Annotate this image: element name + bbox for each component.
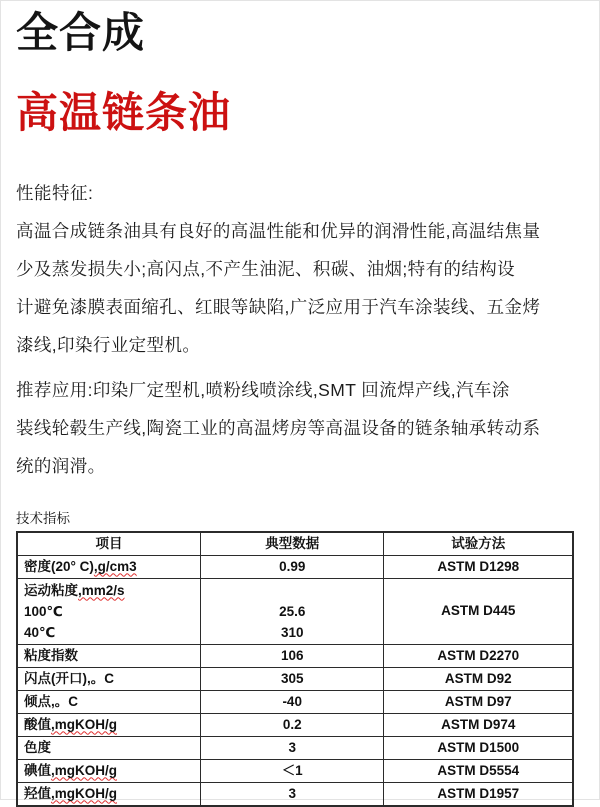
- cell-test-method: ASTM D97: [384, 690, 573, 713]
- cell-item: 倾点,。C: [17, 690, 200, 713]
- table-caption: 技术指标: [16, 510, 70, 526]
- spellcheck-flagged-text: ,mgKOH/g: [51, 785, 117, 801]
- cell-item: 色度: [17, 736, 200, 759]
- table-row: [17, 759, 573, 782]
- cell-test-method: ASTM D1500: [384, 736, 573, 759]
- text-line: 高温合成链条油具有良好的高温性能和优异的润滑性能,高温结焦量: [16, 220, 541, 241]
- performance-paragraph: [16, 212, 584, 364]
- spec-table-body: [17, 555, 573, 806]
- cell-typical-value: 3: [200, 736, 383, 759]
- cell-item: 羟值,mgKOH/g: [17, 782, 200, 806]
- text-line: 漆线,印染行业定型机。: [16, 334, 201, 355]
- cell-item: 酸值,mgKOH/g: [17, 713, 200, 736]
- table-row: [17, 667, 573, 690]
- cell-typical-value: 25.6 310: [200, 578, 383, 644]
- cell-typical-value: 305: [200, 667, 383, 690]
- cell-item: 闪点(开口),。C: [17, 667, 200, 690]
- spec-table: [16, 531, 574, 807]
- cell-test-method: ASTM D1298: [384, 555, 573, 578]
- spellcheck-flagged-text: ,mgKOH/g: [51, 762, 117, 778]
- spellcheck-flagged-text: ,mm2/s: [78, 582, 125, 598]
- text-line: 计避免漆膜表面缩孔、红眼等缺陷,广泛应用于汽车涂装线、五金烤: [16, 296, 541, 317]
- table-header-row: [17, 532, 573, 556]
- cell-typical-value: ＜1: [200, 759, 383, 782]
- text-line: 推荐应用:印染厂定型机,喷粉线喷涂线,SMT 回流焊产线,汽车涂: [16, 379, 510, 400]
- header-item: 项目: [17, 532, 200, 556]
- performance-heading: 性能特征:: [16, 182, 94, 203]
- cell-typical-value: 3: [200, 782, 383, 806]
- cell-typical-value: -40: [200, 690, 383, 713]
- table-row: [17, 736, 573, 759]
- table-row: [17, 578, 573, 644]
- header-test-method: 试验方法: [384, 532, 573, 556]
- table-row: [17, 782, 573, 806]
- text-line: 少及蒸发损失小;高闪点,不产生油泥、积碳、油烟;特有的结构设: [16, 258, 516, 279]
- spellcheck-flagged-text: ,g/cm3: [93, 558, 137, 574]
- table-row: [17, 555, 573, 578]
- table-row: [17, 713, 573, 736]
- cell-typical-value: 0.99: [200, 555, 383, 578]
- product-name-title: 高温链条油: [16, 89, 232, 137]
- cell-typical-value: 0.2: [200, 713, 383, 736]
- text-line: 统的润滑。: [16, 455, 106, 476]
- cell-test-method: ASTM D1957: [384, 782, 573, 806]
- cell-test-method: ASTM D445: [384, 578, 573, 644]
- cell-test-method: ASTM D2270: [384, 644, 573, 667]
- text-line: 装线轮毂生产线,陶瓷工业的高温烤房等高温设备的链条轴承转动系: [16, 417, 541, 438]
- cell-item: 密度(20° C),g/cm3: [17, 555, 200, 578]
- table-row: [17, 644, 573, 667]
- product-line-title: 全合成: [16, 9, 146, 56]
- cell-item: 碘值,mgKOH/g: [17, 759, 200, 782]
- cell-test-method: ASTM D5554: [384, 759, 573, 782]
- cell-typical-value: 106: [200, 644, 383, 667]
- spellcheck-flagged-text: ,mgKOH/g: [51, 716, 117, 732]
- header-typical-data: 典型数据: [200, 532, 383, 556]
- cell-test-method: ASTM D974: [384, 713, 573, 736]
- cell-item: 粘度指数: [17, 644, 200, 667]
- table-row: [17, 690, 573, 713]
- cell-item: 运动粘度,mm2/s 100℃ 40℃: [17, 578, 200, 644]
- cell-test-method: ASTM D92: [384, 667, 573, 690]
- application-paragraph: [16, 371, 584, 485]
